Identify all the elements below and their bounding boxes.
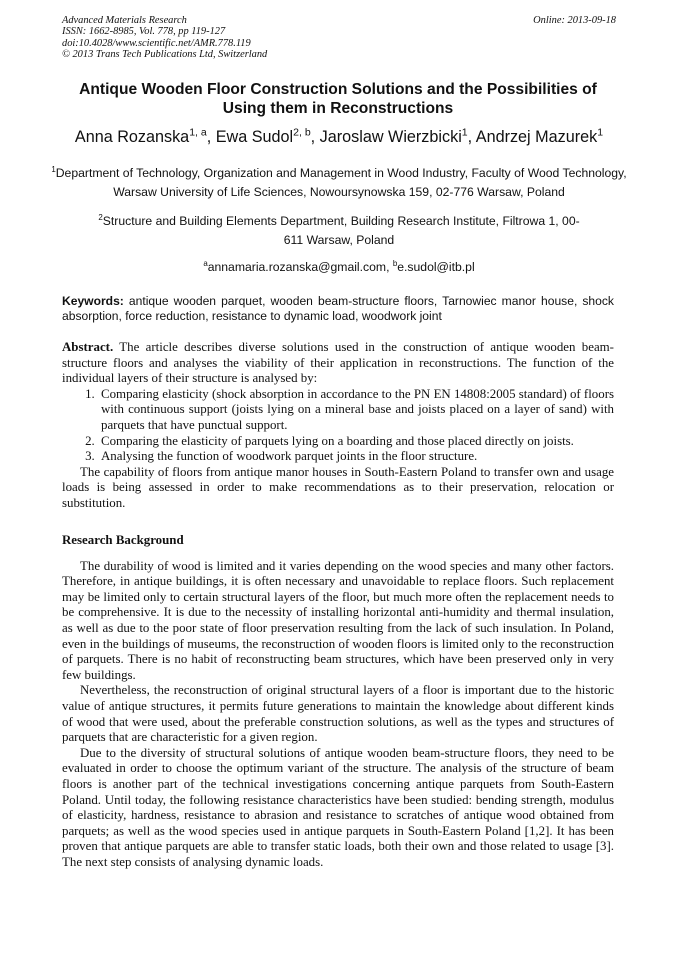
list-item: 3. Analysing the function of woodwork parquet joints in the floor structure. (98, 449, 614, 465)
paragraph: The durability of wood is limited and it varies depending on the wood species and many other factors. Therefore, in antique buildings, it is often necessary and unavoidable to replace floors. Such replacement may be limited only to certain structural layers of the floor, but much more often the replacement needs to be comprehensive. It is due to the necessity of installing horizontal anti-humidity and thermal insulation, as well as due to the poor state of floor preservation resulting from the lack of such insulation. In Poland, even in the buildings of museums, the reconstruction of wooden floors is limited only to the reconstruction of parquets. There is no habit of reconstructing beam structures, which have been preserved only in very few buildings. (62, 558, 614, 682)
emails: $^a$annamaria.rozanska@gmail.com, $^b$e.sudol@itb.pl (203, 258, 475, 274)
section-heading: Research Background (62, 533, 184, 547)
author-list: Anna Rozanska$^{1, a}$, Ewa Sudol$^{2, b}$, Jaroslaw Wierzbicki$^1$, Andrzej Mazurek$^1$ (74, 126, 604, 146)
list-item: 1. Comparing elasticity (shock absorption in accordance to the PN EN 14808:2005 standard) of floors with continuous support (joists lying on a mineral base and joists placed on a layer of sand) with parquets that have punctual support. (98, 387, 614, 434)
author-sup: 2, b (293, 126, 311, 139)
affiliation-1 (50, 164, 628, 202)
keywords (62, 294, 614, 324)
aff-sup: 2 (98, 212, 103, 222)
aff-sup: 1 (51, 164, 56, 174)
keywords-label: Keywords: (62, 294, 124, 308)
abstract (62, 340, 614, 512)
list-item: 2. Comparing the elasticity of parquets lying on a boarding and those placed directly on joists. (98, 434, 614, 450)
keywords-text: antique wooden parquet, wooden beam-structure floors, Tarnowiec manor house, shock absorption, force reduction, resistance to dynamic load, woodwork joint (62, 294, 614, 323)
abstract-label: Abstract. (62, 340, 114, 354)
paragraph: Nevertheless, the reconstruction of original structural layers of a floor is important due to the historic value of antique structures, it permits future generations to maintain the knowledge about different kinds of wood that were used, about the preferable construction solutions, as well as the types and structures of parquets that are characteristic for a given region. (62, 683, 614, 745)
paragraph: Due to the diversity of structural solutions of antique wooden beam-structure floors, they need to be evaluated in order to choose the optimum variant of the structure. The analysis of the structure of beam floors is another part of the technical investigations concerning antique parquets from South-Eastern Poland. Until today, the following resistance characteristics have been studied: bending strength, modulus of elasticity, hardness, resistance to abrasion and resistance to scratches of antique wood obtained from parquets; as well as the wood species used in antique parquets in South-Eastern Poland [1,2]. It has been proven that antique parquets are able to transfer static loads, both their own and those related to usage [3]. The next step consists of analysing dynamic loads. (62, 745, 614, 869)
abstract-closing: The capability of floors from antique manor houses in South-Eastern Poland to transfer own and usage loads is being assessed in order to make recommendations as to their preservation, relocation or substitution. (62, 464, 614, 510)
author-sup: 1, a (189, 126, 207, 139)
author: Ewa Sudol (215, 128, 294, 146)
author-sup: 1 (597, 126, 604, 139)
email: e.sudol@itb.pl (397, 260, 475, 274)
issn: ISSN: 1662-8985, Vol. 778, pp 119-127 (62, 26, 226, 38)
doi: doi:10.4028/www.scientific.net/AMR.778.119 (62, 37, 251, 49)
email-sup: a (203, 258, 208, 268)
author: Andrzej Mazurek (475, 128, 598, 146)
author-sup: 1 (461, 126, 468, 139)
research-background (62, 533, 614, 870)
journal-header (62, 15, 267, 60)
abstract-list (62, 387, 614, 465)
aff-text: Department of Technology, Organization and Management in Wood Industry, Faculty of Wood Technology, Warsaw University of Life Sciences, Nowoursynowska 159, 02-776 Warsaw, Poland (55, 166, 627, 199)
affiliation-2 (50, 212, 628, 250)
paper-title: Antique Wooden Floor Construction Solutions and the Possibilities of Using them in Reconstructions (79, 81, 597, 117)
copyright: © 2013 Trans Tech Publications Ltd, Switzerland (62, 48, 268, 60)
author: Jaroslaw Wierzbicki (319, 128, 462, 146)
email: annamaria.rozanska@gmail.com (207, 260, 387, 274)
email-sup: b (392, 258, 398, 268)
aff-text: Structure and Building Elements Department, Building Research Institute, Filtrowa 1, 00-611 Warsaw, Poland (102, 214, 580, 247)
abstract-intro: The article describes diverse solutions used in the construction of antique wooden beam-structure floors and analyses the viability of their application in reconstructions. The function of the individual layers of their structure is analysed by: (62, 340, 614, 386)
journal-name: Advanced Materials Research (62, 15, 187, 26)
online-date: Online: 2013-09-18 (533, 15, 616, 26)
author: Anna Rozanska (74, 128, 190, 146)
